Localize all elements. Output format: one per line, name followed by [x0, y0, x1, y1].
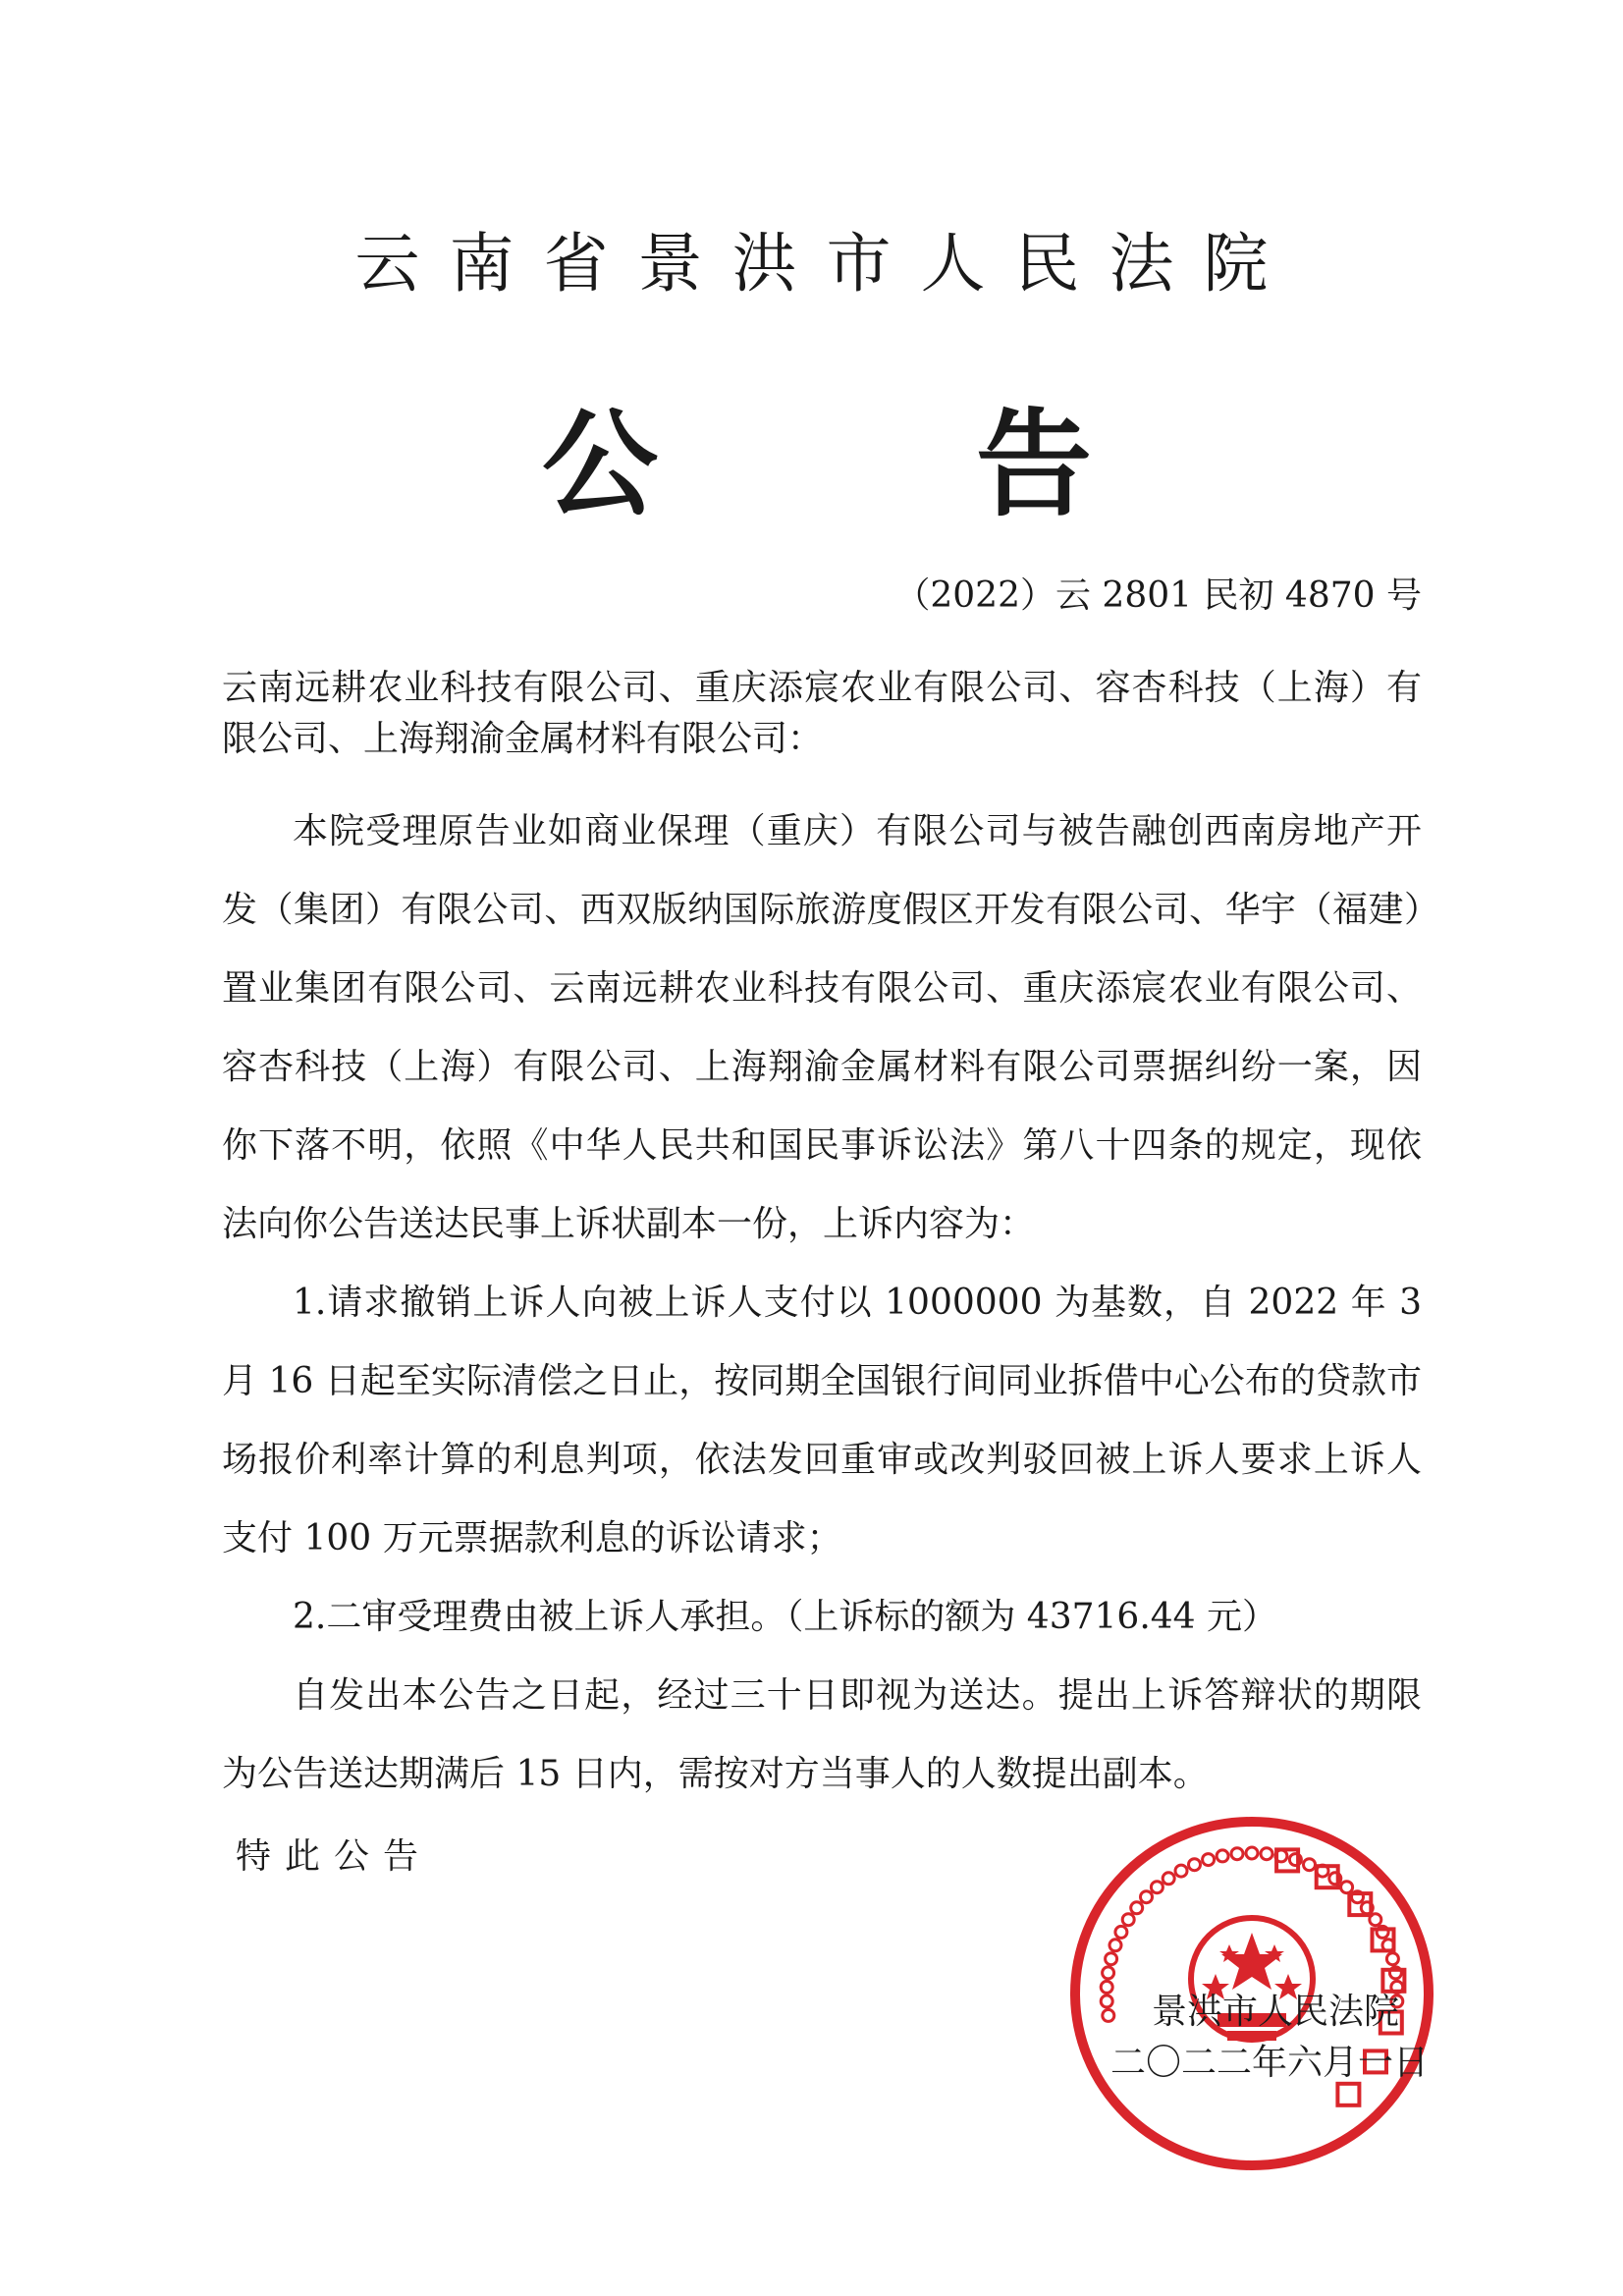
- paragraph-intro: 本院受理原告业如商业保理（重庆）有限公司与被告融创西南房地产开发（集团）有限公司、西双版纳国际旅游度假区开发有限公司、华宇（福建）置业集团有限公司、云南远耕农业科技有限公司、重庆添宸农业有限公司、容杏科技（上海）有限公司、上海翔渝金属材料有限公司票据纠纷一案，因你下落不明，依照《中华人民共和国民事诉讼法》第八十四条的规定，现依法向你公告送达民事上诉状副本一份，上诉内容为：: [222, 811, 1422, 1244]
- signature-court: 景洪市人民法院: [1151, 1992, 1399, 2032]
- appeal-item-2: 2.二审受理费由被上诉人承担。（上诉标的额为 43716.44 元）: [293, 1597, 1278, 1637]
- signature-date: 二〇二二年六月一日: [1109, 2043, 1429, 2083]
- notice-title: [542, 371, 1092, 538]
- paragraph-deadline: 自发出本公告之日起，经过三十日即视为送达。提出上诉答辩状的期限为公告送达期满后 15 日内，需按对方当事人的人数提出副本。: [222, 1675, 1422, 1794]
- recipients: 云南远耕农业科技有限公司、重庆添宸农业有限公司、容杏科技（上海）有限公司、上海翔渝金属材料有限公司：: [222, 668, 1422, 759]
- notice-title-char-2: 告: [975, 397, 1092, 532]
- closing-remark: 特此公告: [236, 1836, 433, 1877]
- case-number: （2022）云 2801 民初 4870 号: [894, 575, 1422, 616]
- notice-title-char-1: 公: [542, 397, 659, 532]
- court-name-heading: 云南省景洪市人民法院: [354, 226, 1298, 301]
- appeal-item-1: 1.请求撤销上诉人向被上诉人支付以 1000000 为基数，自 2022 年 3 月 16 日起至实际清偿之日止，按同期全国银行间同业拆借中心公布的贷款市场报价利率计算的利息判项，依法发回重审或改判驳回被上诉人要求上诉人支付 100 万元票据款利息的诉讼请求；: [222, 1283, 1422, 1558]
- notice-body: [222, 663, 1422, 1814]
